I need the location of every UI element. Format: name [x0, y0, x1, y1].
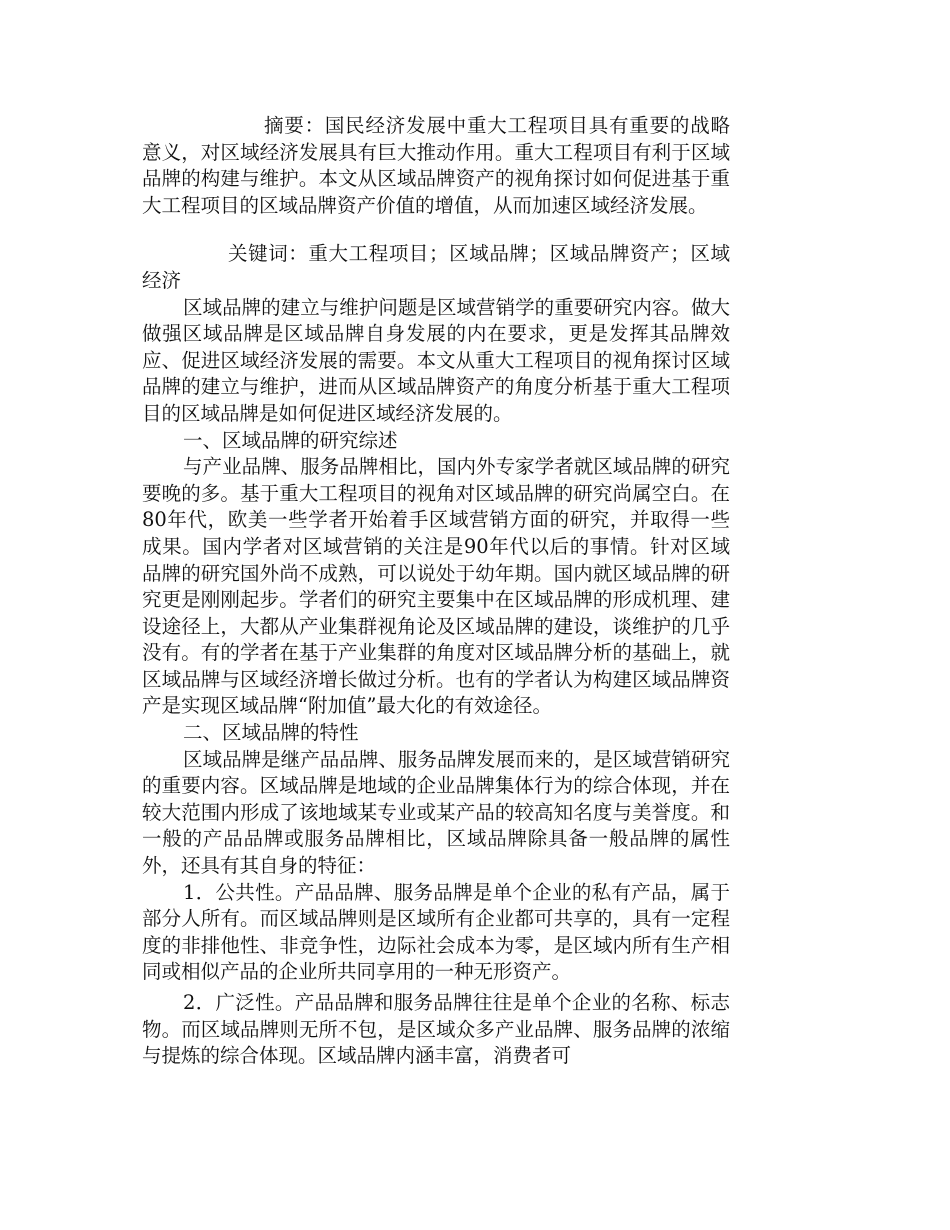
section2-paragraph: 区域品牌是继产品品牌、服务品牌发展而来的，是区域营销研究的重要内容。区域品牌是地域的企业品牌集体行为的综合体现，并在较大范围内形成了该地域某专业或某产品的较高知名度与美誉度。和一般的产品品牌或服务品牌相比，区域品牌除具备一般品牌的属性外，还具有其自身的特征： [142, 747, 730, 878]
intro-paragraph: 区域品牌的建立与维护问题是区域营销学的重要研究内容。做大做强区域品牌是区域品牌自身发展的内在要求，更是发挥其品牌效应、促进区域经济发展的需要。本文从重大工程项目的视角探讨区域品牌的建立与维护，进而从区域品牌资产的角度分析基于重大工程项目的区域品牌是如何促进区域经济发展的。 [142, 295, 730, 425]
section1-paragraph: 与产业品牌、服务品牌相比，国内外专家学者就区域品牌的研究要晚的多。基于重大工程项目的视角对区域品牌的研究尚属空白。在80年代，欧美一些学者开始着手区域营销方面的研究，并取得一些成果。国内学者对区域营销的关注是90年代以后的事情。针对区域品牌的研究国外尚不成熟，可以说处于幼年期。国内就区域品牌的研究更是刚刚起步。学者们的研究主要集中在区域品牌的形成机理、建设途径上，大都从产业集群视角论及区域品牌的建设，谈维护的几乎没有。有的学者在基于产业集群的角度对区域品牌分析的基础上，就区域品牌与区域经济增长做过分析。也有的学者认为构建区域品牌资产是实现区域品牌“附加值”最大化的有效途径。 [142, 455, 730, 718]
list-item-breadth: 2．广泛性。产品品牌和服务品牌往往是单个企业的名称、标志物。而区域品牌则无所不包，是区域众多产业品牌、服务品牌的浓缩与提炼的综合体现。区域品牌内涵丰富，消费者可 [142, 991, 730, 1068]
section2-heading: 二、区域品牌的特性 [183, 721, 359, 745]
section1-heading: 一、区域品牌的研究综述 [183, 428, 398, 452]
document-page [142, 113, 730, 1070]
abstract-paragraph: 摘要：国民经济发展中重大工程项目具有重要的战略意义，对区域经济发展具有巨大推动作用。重大工程项目有利于区域品牌的构建与维护。本文从区域品牌资产的视角探讨如何促进基于重大工程项目的区域品牌资产价值的增值，从而加速区域经济发展。 [142, 114, 730, 217]
list-item-publicness: 1．公共性。产品品牌、服务品牌是单个企业的私有产品，属于部分人所有。而区域品牌则是区域所有企业都可共享的，具有一定程度的非排他性、非竞争性，边际社会成本为零，是区域内所有生产相同或相似产品的企业所共同享用的一种无形资产。 [142, 880, 730, 984]
keywords-paragraph: 关键词：重大工程项目；区域品牌；区域品牌资产；区域经济 [142, 242, 730, 292]
